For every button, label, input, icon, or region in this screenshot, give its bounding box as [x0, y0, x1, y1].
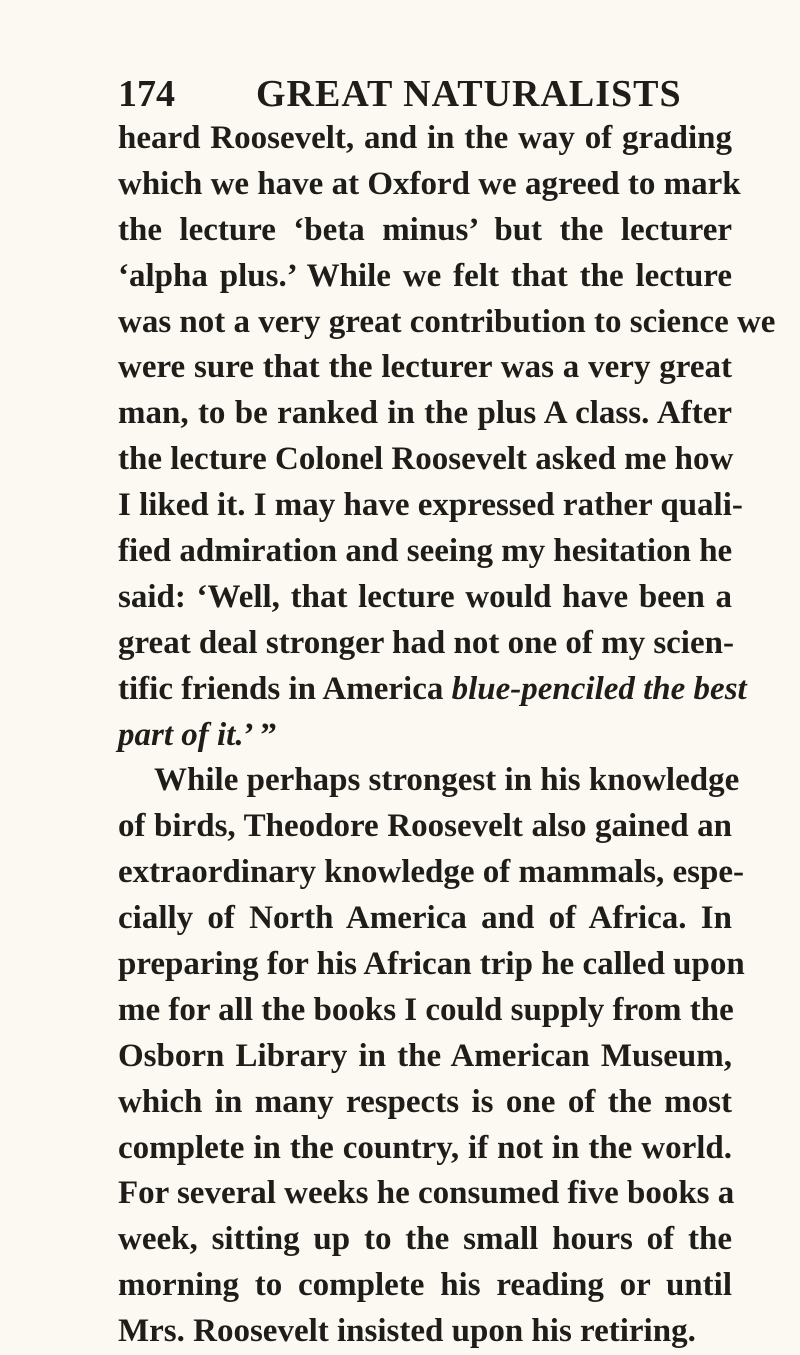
closing-quotes: ’ ”: [243, 716, 277, 753]
running-head: GREAT NATURALISTS: [256, 73, 682, 115]
text-line: [118, 713, 732, 759]
text-line: fied admiration and seeing my hesitation he: [118, 533, 733, 570]
text-line: [118, 667, 747, 713]
text-line: extraordinary knowledge of mammals, espe-: [118, 854, 745, 891]
text-line: the lecture Colonel Roosevelt asked me how: [118, 441, 734, 478]
text-line: For several weeks he consumed five books a: [118, 1175, 735, 1212]
text-line: week, sitting up to the small hours of the: [118, 1221, 732, 1258]
text-line: man, to be ranked in the plus A class. After: [118, 395, 732, 432]
body-text: [118, 116, 776, 1355]
italic-phrase: part of it.: [118, 716, 244, 753]
text-line: was not a very great contribution to science we: [118, 303, 776, 340]
text-line: of birds, Theodore Roosevelt also gained an: [118, 808, 732, 845]
text-line: heard Roosevelt, and in the way of grading: [118, 120, 732, 156]
page-number: 174: [118, 73, 175, 115]
text-line: ‘alpha plus.’ While we felt that the lecture: [118, 257, 732, 294]
text-line: Osborn Library in the American Museum,: [118, 1037, 732, 1074]
text-line: great deal stronger had not one of my scien-: [118, 624, 734, 661]
text-line: me for all the books I could supply from the: [118, 991, 734, 1028]
text-line: the lecture ‘beta minus’ but the lecturer: [118, 211, 732, 248]
text-line: Mrs. Roosevelt insisted upon his retiring.: [118, 1313, 696, 1350]
text-line: complete in the country, if not in the world.: [118, 1129, 732, 1166]
text-line: cially of North America and of Africa. In: [118, 900, 732, 937]
text-line-prefix: tific friends in America: [118, 670, 452, 707]
text-line: were sure that the lecturer was a very great: [118, 349, 732, 386]
text-line: preparing for his African trip he called upon: [118, 946, 745, 983]
text-line: which we have at Oxford we agreed to mark: [118, 165, 741, 202]
page-header: [118, 72, 740, 116]
text-line: which in many respects is one of the most: [118, 1083, 732, 1120]
text-line: I liked it. I may have expressed rather quali-: [118, 487, 743, 524]
text-line: said: ‘Well, that lecture would have been a: [118, 578, 732, 615]
text-line: While perhaps strongest in his knowledge: [154, 762, 740, 799]
italic-phrase: blue-penciled the best: [451, 670, 747, 707]
text-line: morning to complete his reading or until: [118, 1267, 732, 1304]
